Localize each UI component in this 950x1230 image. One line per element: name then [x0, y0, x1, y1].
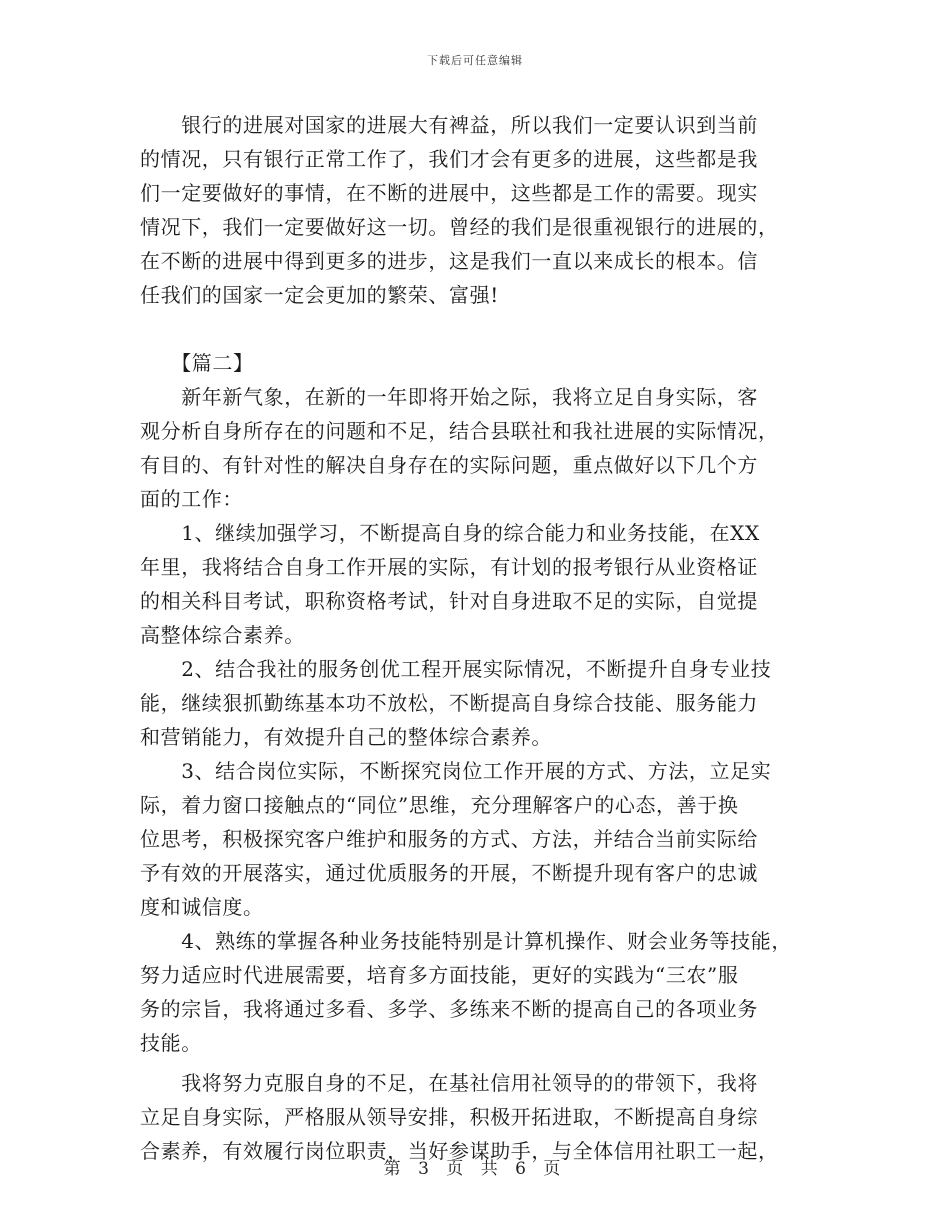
text-line: 面的工作： — [140, 487, 243, 511]
text-line: 的情况，只有银行正常工作了，我们才会有更多的进展，这些都是我 — [140, 147, 758, 171]
section-heading: 【篇二】 — [140, 351, 254, 375]
list-item-3: 3、结合岗位实际，不断探究岗位工作开展的方式、方法，立足实 — [140, 759, 772, 783]
text-line: 能，继续狠抓勤练基本功不放松，不断提高自身综合技能、服务能力 — [140, 691, 758, 715]
page-number: 第 3 页 共 6 页 — [383, 1159, 567, 1179]
paragraph-1 — [140, 108, 820, 312]
text-line: 立足自身实际，严格服从领导安排，积极开拓进取，不断提高自身综 — [140, 1105, 758, 1129]
text-line: 际，着力窗口接触点的“同位”思维，充分理解客户的心态，善于换 — [140, 793, 739, 817]
text-line: 情况下，我们一定要做好这一切。曾经的我们是很重视银行的进展的， — [140, 215, 779, 239]
text-line: 新年新气象，在新的一年即将开始之际，我将立足自身实际，客 — [140, 385, 758, 409]
text-line: 度和诚信度。 — [140, 895, 264, 919]
text-line: 任我们的国家一定会更加的繁荣、富强! — [140, 283, 499, 307]
paragraph-closing — [140, 1066, 820, 1168]
text-line: 予有效的开展落实，通过优质服务的开展，不断提升现有客户的忠诚 — [140, 861, 758, 885]
text-line: 高整体综合素养。 — [140, 623, 305, 647]
page-header: 下载后可任意编辑 — [427, 54, 523, 67]
text-line: 在不断的进展中得到更多的进步，这是我们一直以来成长的根本。信 — [140, 249, 758, 273]
list-item-2: 2、结合我社的服务创优工程开展实际情况，不断提升自身专业技 — [140, 657, 772, 681]
text-line: 观分析自身所存在的问题和不足，结合县联社和我社进展的实际情况， — [140, 419, 779, 443]
text-line: 和营销能力，有效提升自己的整体综合素养。 — [140, 725, 552, 749]
document-body — [140, 108, 820, 1168]
text-line: 们一定要做好的事情，在不断的进展中，这些都是工作的需要。现实 — [140, 181, 758, 205]
text-line: 银行的进展对国家的进展大有裨益，所以我们一定要认识到当前 — [140, 113, 758, 137]
text-line: 务的宗旨，我将通过多看、多学、多练来不断的提高自己的各项业务 — [140, 997, 758, 1021]
text-line: 年里，我将结合自身工作开展的实际，有计划的报考银行从业资格证 — [140, 555, 758, 579]
text-line: 我将努力克服自身的不足，在基社信用社领导的的带领下，我将 — [140, 1071, 758, 1095]
list-item-4: 4、熟练的掌握各种业务技能特别是计算机操作、财会业务等技能， — [140, 929, 792, 953]
text-line: 合素养，有效履行岗位职责，当好参谋助手，与全体信用社职工一起， — [140, 1139, 779, 1163]
text-line: 技能。 — [140, 1031, 202, 1055]
list-item-1: 1、继续加强学习，不断提高自身的综合能力和业务技能，在XX — [140, 521, 760, 545]
section-two — [140, 346, 820, 1060]
text-line: 努力适应时代进展需要，培育多方面技能，更好的实践为“三农”服 — [140, 963, 739, 987]
blank-line — [140, 312, 820, 346]
text-line: 有目的、有针对性的解决自身存在的实际问题，重点做好以下几个方 — [140, 453, 758, 477]
text-line: 的相关科目考试，职称资格考试，针对自身进取不足的实际，自觉提 — [140, 589, 758, 613]
text-line: 位思考，积极探究客户维护和服务的方式、方法，并结合当前实际给 — [140, 827, 758, 851]
